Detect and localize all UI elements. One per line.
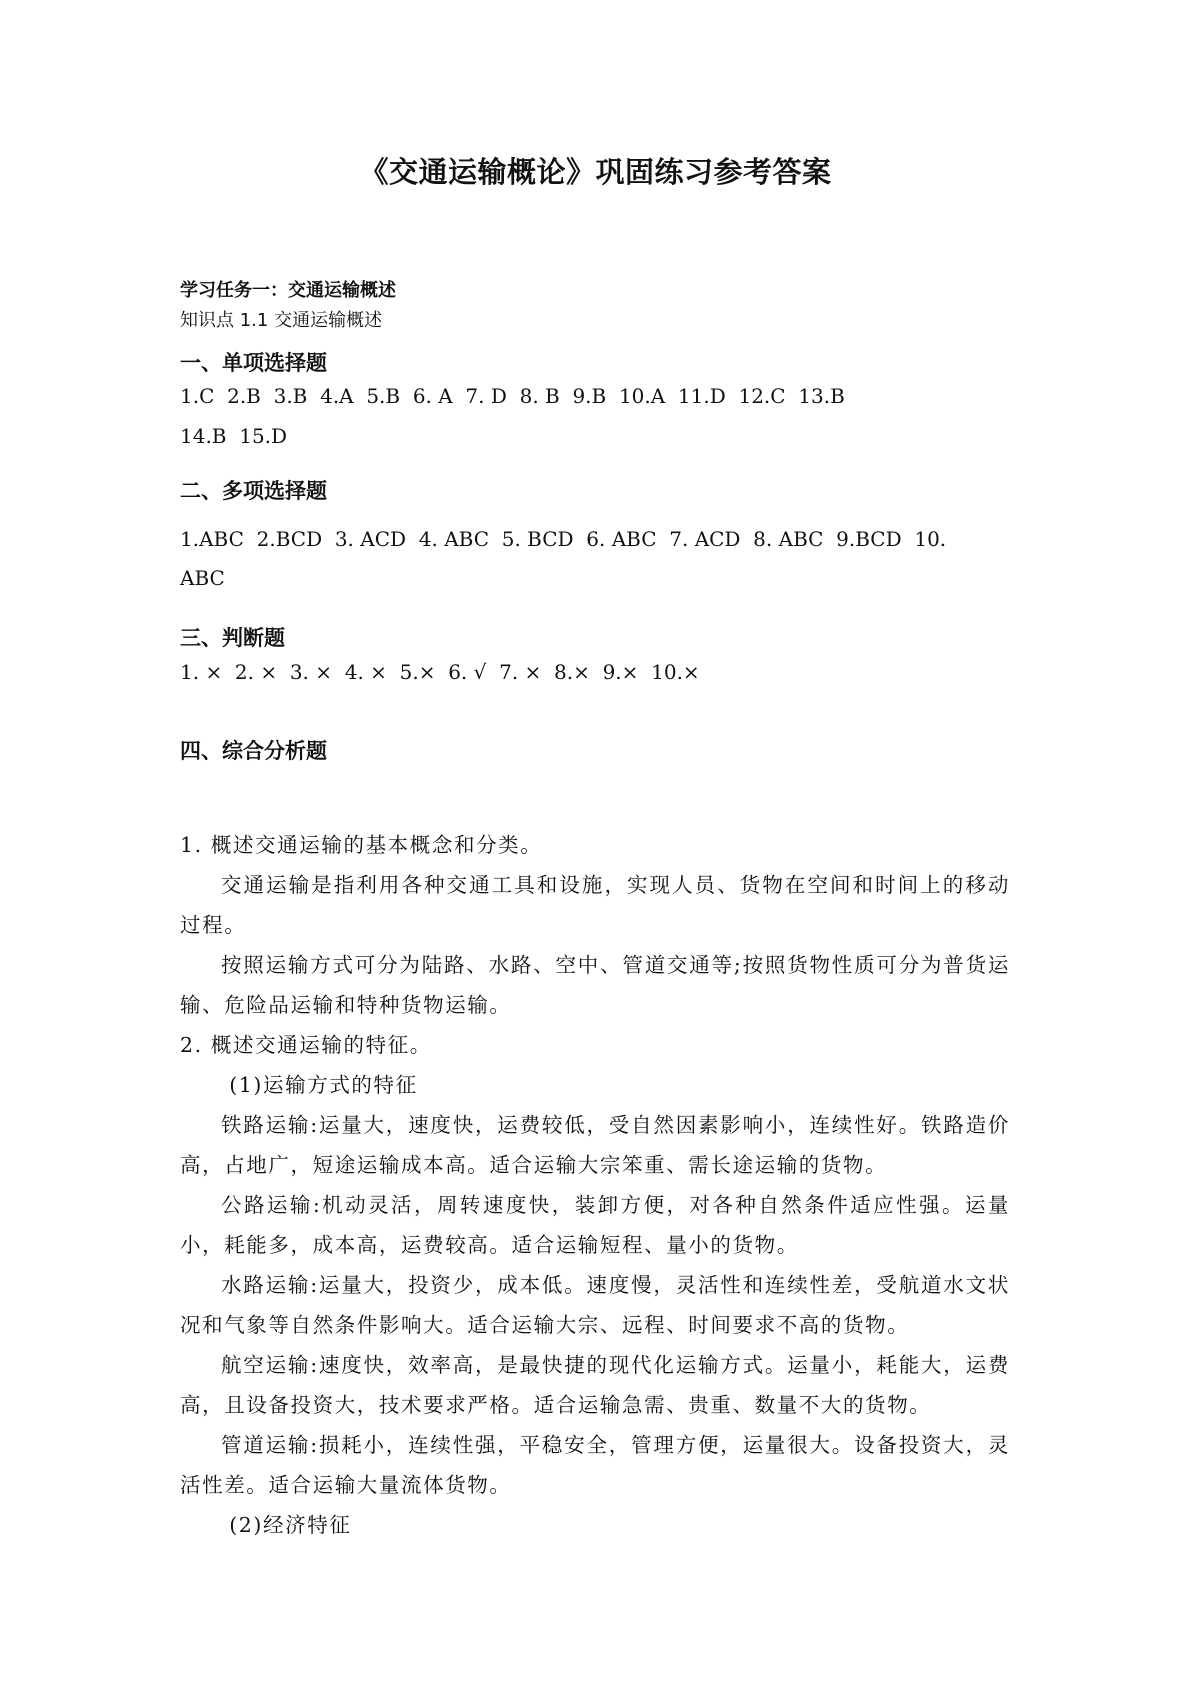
- paragraph-air: 航空运输:速度快，效率高，是最快捷的现代化运输方式。运量小，耗能大，运费高，且设备投资大，技术要求严格。适合运输急需、贵重、数量不大的货物。: [180, 1353, 1010, 1417]
- single-choice-answers-line-1: 1.C 2.B 3.B 4.A 5.B 6. A 7. D 8. B 9.B 10.A 11.D 12.C 13.B: [180, 384, 845, 408]
- multi-choice-heading: 二、多项选择题: [180, 479, 327, 503]
- paragraph-classification: 按照运输方式可分为陆路、水路、空中、管道交通等;按照货物性质可分为普货运输、危险品运输和特种货物运输。: [180, 953, 1010, 1017]
- analysis-heading: 四、综合分析题: [180, 739, 327, 763]
- subheading-economic-features: (2)经济特征: [229, 1513, 352, 1537]
- paragraph-railway: 铁路运输:运量大，速度快，运费较低，受自然因素影响小，连续性好。铁路造价高，占地广，短途运输成本高。适合运输大宗笨重、需长途运输的货物。: [180, 1113, 1010, 1177]
- single-choice-answers-line-2: 14.B 15.D: [180, 424, 288, 448]
- true-false-answers: 1. × 2. × 3. × 4. × 5.× 6. √ 7. × 8.× 9.× 10.×: [180, 660, 700, 684]
- knowledge-point-label: 知识点 1.1 交通运输概述: [180, 310, 383, 331]
- paragraph-definition: 交通运输是指利用各种交通工具和设施，实现人员、货物在空间和时间上的移动过程。: [180, 873, 1010, 937]
- document-title: 《交通运输概论》巩固练习参考答案: [359, 155, 832, 189]
- task-heading: 学习任务一：交通运输概述: [180, 280, 396, 301]
- paragraph-pipeline: 管道运输:损耗小，连续性强，平稳安全，管理方便，运量很大。设备投资大，灵活性差。适合运输大量流体货物。: [180, 1433, 1010, 1497]
- single-choice-heading: 一、单项选择题: [180, 351, 327, 375]
- multi-choice-answers-line-1: 1.ABC 2.BCD 3. ACD 4. ABC 5. BCD 6. ABC 7. ACD 8. ABC 9.BCD 10.: [180, 527, 947, 551]
- paragraph-highway: 公路运输:机动灵活，周转速度快，装卸方便，对各种自然条件适应性强。运量小，耗能多，成本高，运费较高。适合运输短程、量小的货物。: [180, 1193, 1010, 1257]
- question-2-prompt: 2. 概述交通运输的特征。: [180, 1033, 432, 1057]
- paragraph-waterway: 水路运输:运量大，投资少，成本低。速度慢，灵活性和连续性差，受航道水文状况和气象等自然条件影响大。适合运输大宗、远程、时间要求不高的货物。: [180, 1273, 1010, 1337]
- multi-choice-answers-line-2: ABC: [180, 566, 225, 590]
- subheading-mode-features: (1)运输方式的特征: [229, 1073, 418, 1097]
- question-1-prompt: 1. 概述交通运输的基本概念和分类。: [180, 833, 543, 857]
- true-false-heading: 三、判断题: [180, 626, 285, 650]
- analysis-body: [180, 825, 1010, 1545]
